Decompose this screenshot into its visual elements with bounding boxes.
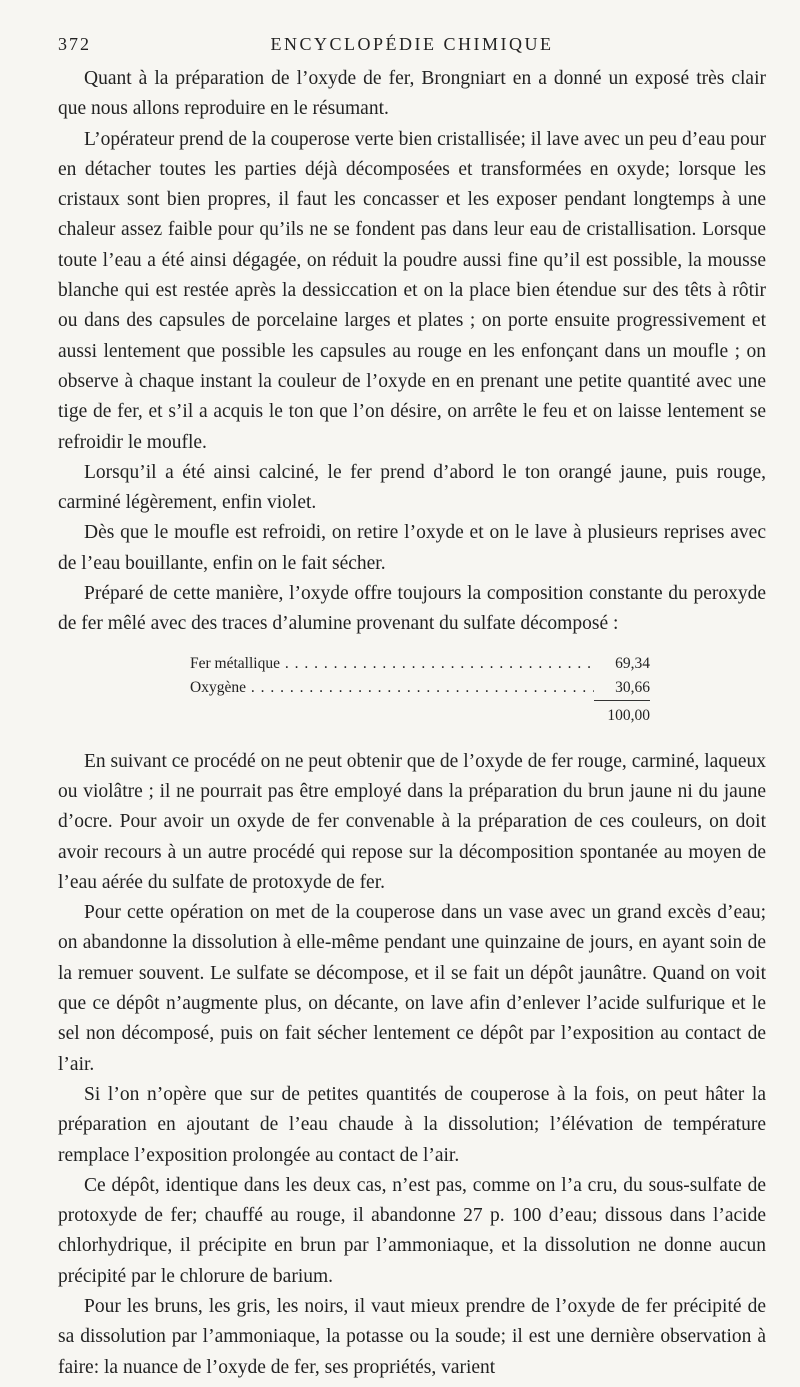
page-header — [58, 34, 766, 64]
composition-row — [190, 676, 650, 701]
page-number: 372 — [58, 34, 91, 54]
paragraph: En suivant ce procédé on ne peut obtenir que de l’oxyde de fer rouge, carminé, laqueux ou violâtre ; il ne pourrait pas être employé dans la préparation du brun jaune ni du jaune d’ocre. Pour avoir un oxyde de fer convenable à la préparation de ces couleurs, on doit avoir recours à un autre procédé qui repose sur la décomposition spontanée au moyen de l’eau aérée du sulfate de protoxyde de fer. — [58, 750, 766, 893]
paragraph: Ce dépôt, identique dans les deux cas, n’est pas, comme on l’a cru, du sous-sulfate de protoxyde de fer; chauffé au rouge, il abandonne 27 p. 100 d’eau; dissous dans l’acide chlorhydrique, il précipite en brun par l’ammoniaque, et la dissolution ne donne aucun précipité par le chlorure de barium. — [58, 1174, 766, 1287]
composition-label: Oxygène . . . — [190, 676, 594, 701]
paragraph: Préparé de cette manière, l’oxyde offre toujours la composition constante du peroxyde de fer mêlé avec des traces d’alumine provenant du sulfate décomposé : — [58, 583, 766, 635]
composition-total: 100,00 — [607, 706, 650, 724]
composition-value: 69,34 — [615, 654, 650, 672]
paragraph: Lorsqu’il a été ainsi calciné, le fer prend d’abord le ton orangé jaune, puis rouge, carminé légèrement, enfin violet. — [58, 461, 766, 514]
paragraph: Pour cette opération on met de la couperose dans un vase avec un grand excès d’eau; on abandonne la dissolution à elle-même pendant une quinzaine de jours, en ayant soin de la remuer souvent. Le sulfate se décompose, et il se fait un dépôt jaunâtre. Quand on voit que ce dépôt n’augmente plus, on décante, on lave afin d’enlever l’acide sulfurique et le sel non décomposé, puis on fait sécher lentement ce dépôt par l’exposition au contact de l’air. — [58, 902, 766, 1075]
composition-table — [190, 652, 650, 731]
paragraph: L’opérateur prend de la couperose verte bien cristallisée; il lave avec un peu d’eau pour en détacher toutes les parties déjà décomposées et transformées en oxyde; lorsque les cristaux sont bien propres, il faut les concasser et les exposer pendant longtemps à une chaleur assez faible pour qu’ils ne se fondent pas dans leur eau de cristallisation. Lorsque toute l’eau a été ainsi dégagée, on réduit la poudre aussi fine qu’il est possible, la mousse blanche qui est restée après la dessiccation et on la place bien étendue sur des têts à rôtir ou dans des capsules de porcelaine larges et plates ; on porte ensuite progressivement et aussi lentement que possible les capsules au rouge en les enfonçant dans un moufle ; on observe à chaque instant la couleur de l’oxyde en en prenant une petite quantité avec une tige de fer, et s’il a acquis le ton que l’on désire, on arrête le feu et on laisse lentement se refroidir le moufle. — [58, 128, 766, 453]
composition-label: Fer métallique . . . — [190, 652, 594, 676]
page-body — [58, 64, 766, 1383]
paragraph: Quant à la préparation de l’oxyde de fer, Brongniart en a donné un exposé très clair que nous allons reproduire en le résumant. — [58, 68, 766, 120]
composition-value: 30,66 — [594, 676, 650, 701]
running-head: ENCYCLOPÉDIE CHIMIQUE — [270, 34, 554, 54]
paragraph: Dès que le moufle est refroidi, on retire l’oxyde et on le lave à plusieurs reprises avec de l’eau bouillante, enfin on le fait sécher. — [58, 522, 766, 574]
paragraph: Si l’on n’opère que sur de petites quantités de couperose à la fois, on peut hâter la préparation en ajoutant de l’eau chaude à la dissolution; l’élévation de température remplace l’exposition prolongée au contact de l’air. — [58, 1083, 766, 1166]
paragraph: Pour les bruns, les gris, les noirs, il vaut mieux prendre de l’oxyde de fer précipité de sa dissolution par l’ammoniaque, la potasse ou la soude; il est une dernière observation à faire: la nuance de l’oxyde de fer, ses propriétés, varient — [58, 1295, 766, 1378]
composition-row — [190, 652, 650, 676]
